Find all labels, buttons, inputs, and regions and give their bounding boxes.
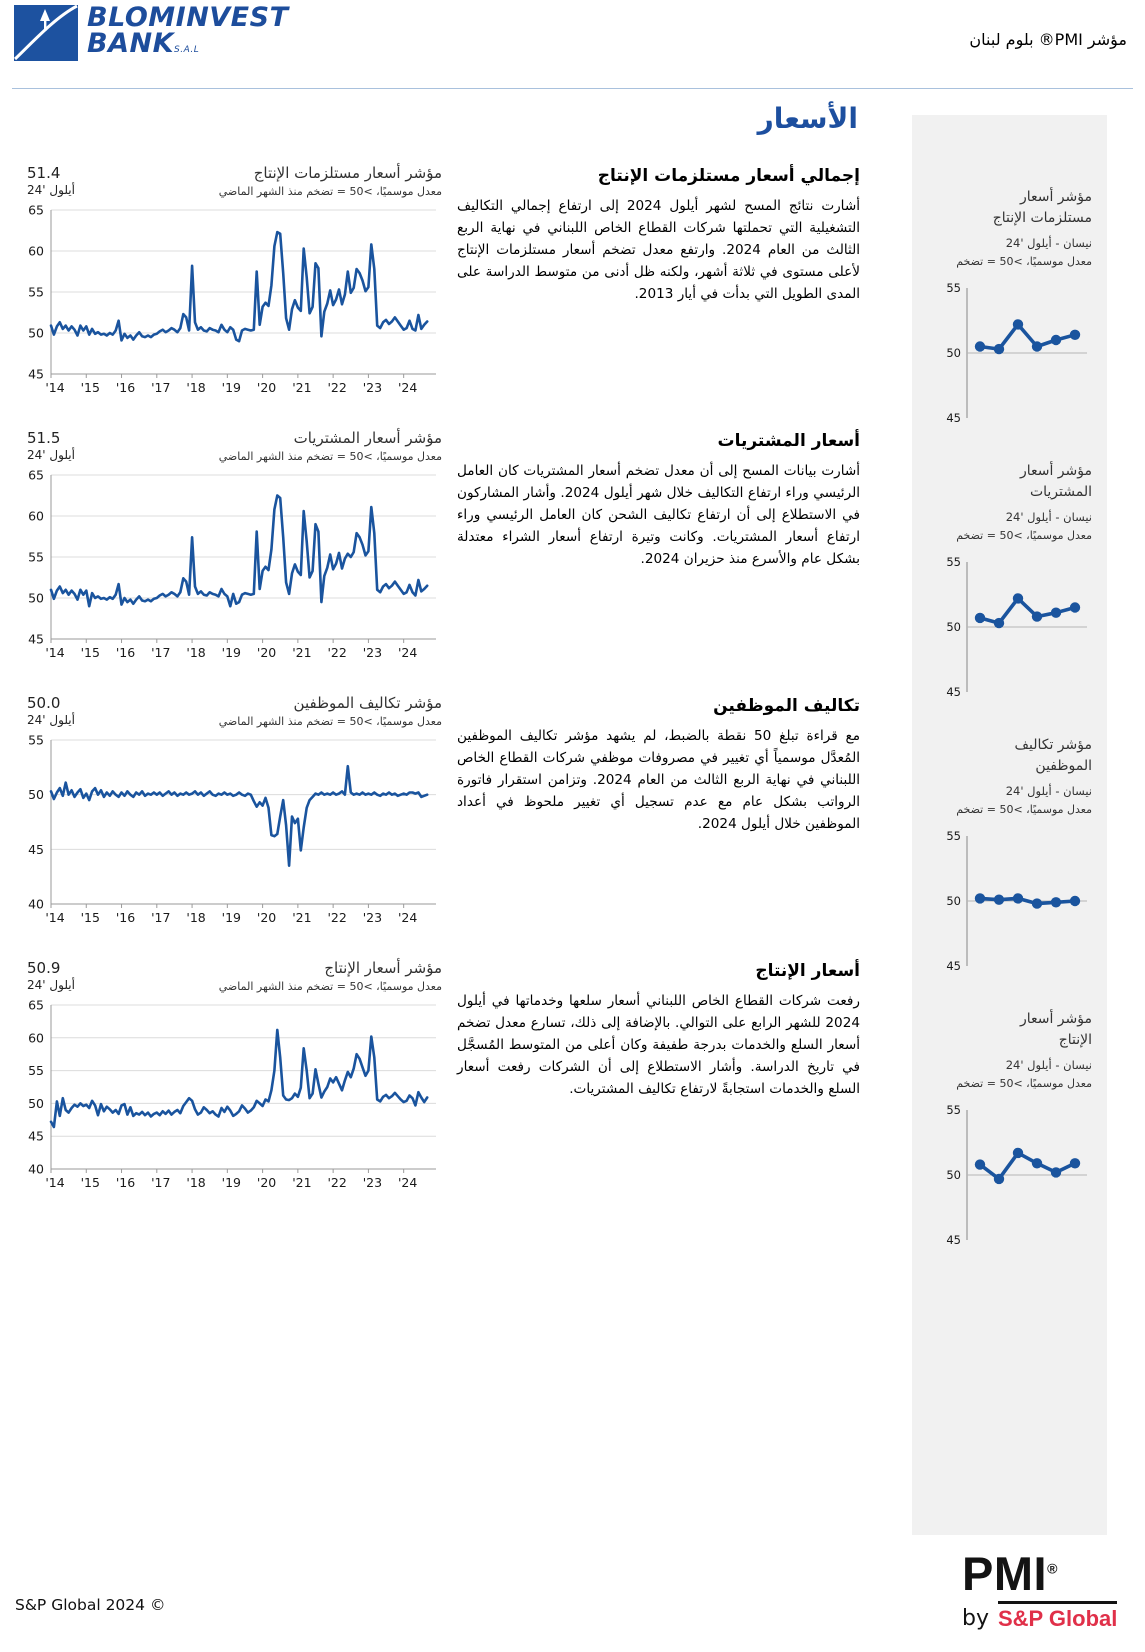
latest-value: 51.5 bbox=[27, 429, 61, 447]
svg-text:'14: '14 bbox=[45, 1175, 65, 1190]
panel-note: معدل موسميًا، >50 = تضخم bbox=[956, 529, 1092, 542]
svg-text:'17: '17 bbox=[151, 1175, 171, 1190]
svg-text:'16: '16 bbox=[115, 380, 136, 395]
logo-line2: BANKS.A.L bbox=[87, 27, 200, 59]
svg-text:55: 55 bbox=[28, 732, 44, 748]
svg-text:45: 45 bbox=[946, 685, 961, 699]
svg-text:60: 60 bbox=[28, 243, 44, 259]
svg-text:'14: '14 bbox=[45, 645, 65, 660]
svg-text:50: 50 bbox=[28, 325, 44, 341]
sidebar-panel-output-prices bbox=[912, 1009, 1107, 1250]
svg-text:55: 55 bbox=[28, 1063, 44, 1079]
chart-subtitle: معدل موسميًا، >50 = تضخم منذ الشهر الماضي bbox=[218, 715, 442, 728]
svg-text:'21: '21 bbox=[292, 910, 312, 925]
svg-text:'14: '14 bbox=[45, 380, 65, 395]
chart-title: مؤشر أسعار المشتريات bbox=[293, 429, 442, 447]
svg-text:'17: '17 bbox=[151, 380, 171, 395]
svg-text:45: 45 bbox=[28, 366, 44, 382]
svg-text:55: 55 bbox=[28, 284, 44, 300]
svg-text:'19: '19 bbox=[221, 645, 242, 660]
svg-text:60: 60 bbox=[28, 508, 44, 524]
panel-period: نيسان - أيلول '24 bbox=[1005, 784, 1092, 798]
svg-text:50: 50 bbox=[946, 620, 961, 634]
svg-text:'22: '22 bbox=[327, 1175, 347, 1190]
section-input-prices bbox=[15, 164, 860, 422]
copyright-text: S&P Global 2024 © bbox=[15, 1596, 166, 1614]
latest-value: 51.4 bbox=[27, 164, 61, 182]
mini-line-chart-staff-costs bbox=[929, 824, 1092, 976]
section-heading: أسعار الإنتاج bbox=[755, 961, 860, 981]
svg-text:45: 45 bbox=[946, 411, 961, 425]
line-chart-input-prices bbox=[15, 202, 442, 402]
chart-block bbox=[15, 959, 442, 1197]
svg-text:'20: '20 bbox=[256, 910, 277, 925]
latest-period: أيلول '24 bbox=[27, 978, 75, 992]
panel-period: نيسان - أيلول '24 bbox=[1005, 510, 1092, 524]
svg-text:'18: '18 bbox=[186, 1175, 206, 1190]
section-heading: إجمالي أسعار مستلزمات الإنتاج bbox=[597, 166, 860, 186]
panel-period: نيسان - أيلول '24 bbox=[1005, 236, 1092, 250]
line-chart-staff-costs bbox=[15, 732, 442, 932]
section-purchase-prices bbox=[15, 429, 860, 687]
blominvest-logo bbox=[14, 2, 289, 61]
sidebar-panel-input-prices bbox=[912, 187, 1107, 428]
section-staff-costs bbox=[15, 694, 860, 952]
svg-text:'15: '15 bbox=[80, 910, 100, 925]
svg-text:65: 65 bbox=[28, 997, 44, 1013]
svg-text:45: 45 bbox=[946, 959, 961, 973]
latest-period: أيلول '24 bbox=[27, 183, 75, 197]
text-block bbox=[457, 431, 860, 570]
panel-period: نيسان - أيلول '24 bbox=[1005, 1058, 1092, 1072]
panel-title: مؤشر أسعار مستلزمات الإنتاج bbox=[992, 189, 1092, 226]
svg-text:'19: '19 bbox=[221, 1175, 242, 1190]
svg-text:'24: '24 bbox=[397, 645, 418, 660]
mini-line-chart-purchase-prices bbox=[929, 550, 1092, 702]
panel-title: مؤشر تكاليف الموظفين bbox=[1014, 737, 1092, 774]
panel-note: معدل موسميًا، >50 = تضخم bbox=[956, 255, 1092, 268]
chart-subtitle: معدل موسميًا، >50 = تضخم منذ الشهر الماضي bbox=[218, 980, 442, 993]
svg-text:'20: '20 bbox=[256, 380, 277, 395]
svg-text:'19: '19 bbox=[221, 380, 242, 395]
text-block bbox=[457, 696, 860, 835]
svg-text:50: 50 bbox=[28, 1095, 44, 1111]
svg-text:'18: '18 bbox=[186, 910, 206, 925]
registered-mark-icon: ® bbox=[1047, 1560, 1058, 1577]
svg-text:'16: '16 bbox=[115, 645, 136, 660]
latest-value: 50.9 bbox=[27, 959, 61, 977]
svg-text:50: 50 bbox=[28, 787, 44, 803]
chart-block bbox=[15, 164, 442, 402]
svg-text:45: 45 bbox=[28, 841, 44, 857]
svg-text:'23: '23 bbox=[362, 1175, 383, 1190]
sidebar-panel-purchase-prices bbox=[912, 461, 1107, 702]
svg-text:'22: '22 bbox=[327, 380, 347, 395]
svg-text:60: 60 bbox=[28, 1030, 44, 1046]
svg-text:45: 45 bbox=[28, 1128, 44, 1144]
svg-text:'22: '22 bbox=[327, 645, 347, 660]
panel-title: مؤشر أسعار المشتريات bbox=[1019, 463, 1092, 500]
text-block bbox=[457, 166, 860, 305]
svg-text:'16: '16 bbox=[115, 910, 136, 925]
svg-text:'18: '18 bbox=[186, 380, 206, 395]
mini-line-chart-input-prices bbox=[929, 276, 1092, 428]
panel-title: مؤشر أسعار الإنتاج bbox=[1019, 1011, 1092, 1048]
svg-text:'23: '23 bbox=[362, 910, 383, 925]
section-body: أشارت بيانات المسح إلى أن معدل تضخم أسعار المشتريات كان العامل الرئيسي وراء ارتفاع التكاليف خلال شهر أيلول 2024. وأشار المشاركون في الاستطلاع إلى أن ارتفاع تكاليف الشحن كان العامل الرئيسي وراء ارتفاع أسعار المشتريات. وكانت وتيرة ارتفاع أسعار الشراء معتدلة بشكل عام والأسرع منذ حزيران 2024. bbox=[457, 463, 860, 568]
blominvest-logo-text bbox=[87, 2, 289, 59]
section-heading: أسعار المشتريات bbox=[717, 431, 860, 451]
svg-text:45: 45 bbox=[946, 1233, 961, 1247]
sp-global-brand: S&P Global bbox=[998, 1601, 1117, 1630]
text-block bbox=[457, 961, 860, 1100]
panel-note: معدل موسميًا، >50 = تضخم bbox=[956, 803, 1092, 816]
svg-text:50: 50 bbox=[946, 346, 961, 360]
line-chart-output-prices bbox=[15, 997, 442, 1197]
chart-title: مؤشر أسعار الإنتاج bbox=[324, 959, 442, 977]
svg-text:50: 50 bbox=[28, 590, 44, 606]
chart-title: مؤشر أسعار مستلزمات الإنتاج bbox=[253, 164, 442, 182]
section-heading: تكاليف الموظفين bbox=[713, 696, 860, 716]
svg-text:'20: '20 bbox=[256, 1175, 277, 1190]
header-divider bbox=[12, 88, 1133, 89]
svg-text:'23: '23 bbox=[362, 645, 383, 660]
svg-text:'17: '17 bbox=[151, 645, 171, 660]
chart-title: مؤشر تكاليف الموظفين bbox=[293, 694, 442, 712]
svg-text:55: 55 bbox=[946, 1103, 961, 1117]
document-title: مؤشر PMI® بلوم لبنان bbox=[969, 30, 1127, 49]
svg-text:'21: '21 bbox=[292, 380, 312, 395]
svg-text:'24: '24 bbox=[397, 380, 418, 395]
svg-text:'21: '21 bbox=[292, 1175, 312, 1190]
svg-text:'17: '17 bbox=[151, 910, 171, 925]
svg-text:'19: '19 bbox=[221, 910, 242, 925]
latest-period: أيلول '24 bbox=[27, 713, 75, 727]
line-chart-purchase-prices bbox=[15, 467, 442, 667]
pmi-logo bbox=[962, 1547, 1122, 1631]
svg-text:'16: '16 bbox=[115, 1175, 136, 1190]
svg-text:'18: '18 bbox=[186, 645, 206, 660]
svg-text:40: 40 bbox=[28, 896, 44, 912]
svg-text:65: 65 bbox=[28, 202, 44, 218]
blominvest-logo-mark-icon bbox=[14, 5, 78, 61]
svg-text:55: 55 bbox=[28, 549, 44, 565]
logo-line1: BLOMINVEST bbox=[87, 2, 289, 33]
svg-text:'22: '22 bbox=[327, 910, 347, 925]
page-title: الأسعار bbox=[757, 102, 858, 135]
logo-sal: S.A.L bbox=[174, 44, 200, 55]
svg-text:'14: '14 bbox=[45, 910, 65, 925]
svg-text:'15: '15 bbox=[80, 380, 100, 395]
svg-text:'24: '24 bbox=[397, 1175, 418, 1190]
chart-block bbox=[15, 694, 442, 932]
svg-text:55: 55 bbox=[946, 555, 961, 569]
summary-sidebar bbox=[912, 115, 1107, 1535]
latest-period: أيلول '24 bbox=[27, 448, 75, 462]
svg-text:40: 40 bbox=[28, 1161, 44, 1177]
svg-text:'20: '20 bbox=[256, 645, 277, 660]
section-body: رفعت شركات القطاع الخاص اللبناني أسعار سلعها وخدماتها في أيلول 2024 للشهر الرابع على التوالي. بالإضافة إلى ذلك، تسارع معدل تضخم أسعار السلع والخدمات بدرجة طفيفة وكان أعلى من المتوسط المُسجَّل في تاريخ الدراسة. وأشار الاستطلاع إلى أن الشركات رفعت أسعار السلع والخدمات استجابةً لارتفاع تكاليف المشتريات. bbox=[457, 993, 860, 1098]
svg-text:55: 55 bbox=[946, 829, 961, 843]
panel-note: معدل موسميًا، >50 = تضخم bbox=[956, 1077, 1092, 1090]
sidebar-panel-staff-costs bbox=[912, 735, 1107, 976]
svg-text:45: 45 bbox=[28, 631, 44, 647]
svg-text:'15: '15 bbox=[80, 645, 100, 660]
svg-text:'23: '23 bbox=[362, 380, 383, 395]
chart-subtitle: معدل موسميًا، >50 = تضخم منذ الشهر الماضي bbox=[218, 450, 442, 463]
by-label: by bbox=[962, 1606, 989, 1631]
svg-text:'15: '15 bbox=[80, 1175, 100, 1190]
chart-subtitle: معدل موسميًا، >50 = تضخم منذ الشهر الماضي bbox=[218, 185, 442, 198]
section-output-prices bbox=[15, 959, 860, 1217]
section-body: مع قراءة تبلغ 50 نقطة بالضبط، لم يشهد مؤشر تكاليف الموظفين المُعدَّل موسمياً أي تغيير في مصروفات موظفي شركات القطاع الخاص اللبناني في نهاية الربع الثالث من العام 2024. وتزامن استقرار فاتورة الرواتب بشكل عام مع عدم تسجيل أي تغيير ملحوظ في أعداد الموظفين خلال أيلول 2024. bbox=[457, 728, 861, 833]
section-body: أشارت نتائج المسح لشهر أيلول 2024 إلى ارتفاع إجمالي التكاليف التشغيلية التي تحملتها شركات القطاع الخاص اللبناني في نهاية الربع الثالث من العام 2024. وارتفع معدل تضخم أسعار مستلزمات الإنتاج لأعلى مستوى في ثلاثة أشهر، ولكنه ظل أدنى من متوسط الدراسة على المدى الطويل التي بدأت في أيار 2013. bbox=[457, 198, 861, 303]
mini-line-chart-output-prices bbox=[929, 1098, 1092, 1250]
pmi-wordmark: PMI® bbox=[962, 1547, 1058, 1600]
svg-text:'24: '24 bbox=[397, 910, 418, 925]
chart-block bbox=[15, 429, 442, 667]
svg-text:'21: '21 bbox=[292, 645, 312, 660]
svg-text:65: 65 bbox=[28, 467, 44, 483]
svg-text:50: 50 bbox=[946, 1168, 961, 1182]
svg-text:55: 55 bbox=[946, 281, 961, 295]
latest-value: 50.0 bbox=[27, 694, 61, 712]
svg-text:50: 50 bbox=[946, 894, 961, 908]
